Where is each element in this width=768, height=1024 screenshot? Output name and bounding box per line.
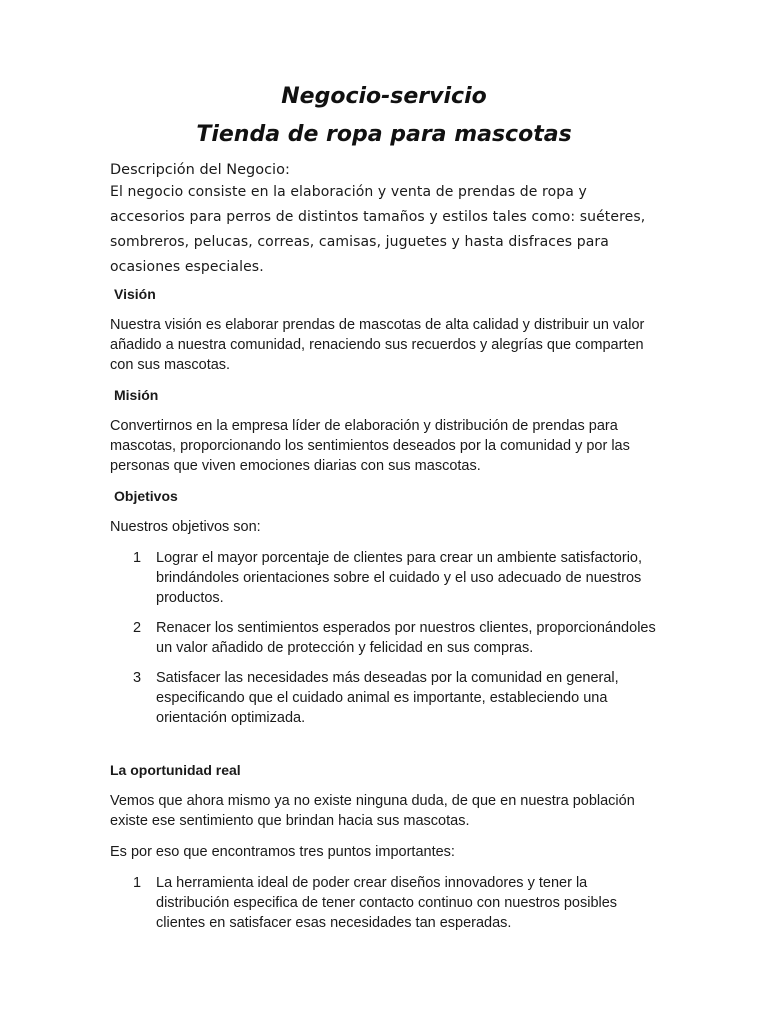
list-item-text: Renacer los sentimientos esperados por nuestros clientes, proporcionándoles un valor añadido de protección y felicidad en sus compras. (156, 620, 656, 656)
mision-heading: Misión (114, 387, 159, 403)
descripcion-text: El negocio consiste en la elaboración y venta de prendas de ropa y accesorios para perros de distintos tamaños y estilos tales como: suéteres, sombreros, pelucas, correas, camisas, juguetes y hasta disfraces para ocasiones especiales. (110, 184, 646, 275)
section-mision (110, 385, 658, 476)
document-title: Negocio-servicio (281, 84, 487, 109)
list-item-number: 1 (133, 550, 142, 566)
mision-text: Convertirnos en la empresa líder de elaboración y distribución de prendas para mascotas, proporcionando los sentimientos deseados por la comunidad y por las personas que viven emociones diarias con sus mascotas. (110, 418, 630, 474)
section-vision (110, 284, 658, 375)
list-item-text: Lograr el mayor porcentaje de clientes para crear un ambiente satisfactorio, brindándoles orientaciones sobre el cuidado y el uso adecuado de nuestros productos. (156, 550, 643, 606)
list-item-number: 2 (133, 620, 142, 636)
oportunidad-p2: Es por eso que encontramos tres puntos importantes: (110, 844, 455, 860)
objetivos-list (110, 548, 658, 728)
list-item-number: 1 (133, 875, 142, 891)
section-objetivos (110, 486, 658, 738)
objetivos-intro: Nuestros objetivos son: (110, 519, 261, 535)
vision-text: Nuestra visión es elaborar prendas de mascotas de alta calidad y distribuir un valor añadido a nuestra comunidad, renaciendo sus recuerdos y alegrías que comparten con sus mascotas. (110, 317, 645, 373)
vision-heading: Visión (114, 286, 156, 302)
oportunidad-heading: La oportunidad real (110, 762, 241, 778)
list-item-text: Satisfacer las necesidades más deseadas por la comunidad en general, especificando que el cuidado animal es importante, estableciendo una orientación optimizada. (156, 670, 619, 726)
list-item-number: 3 (133, 670, 142, 686)
objetivos-heading: Objetivos (114, 488, 178, 504)
list-item (110, 618, 658, 658)
oportunidad-list (110, 873, 658, 933)
oportunidad-p1: Vemos que ahora mismo ya no existe ninguna duda, de que en nuestra población existe ese sentimiento que brindan hacia sus mascotas. (110, 793, 635, 829)
document-subtitle: Tienda de ropa para mascotas (196, 122, 572, 147)
list-item (110, 873, 658, 933)
list-item-text: La herramienta ideal de poder crear diseños innovadores y tener la distribución especifica de tener contacto continuo con nuestros posibles clientes en satisfacer esas necesidades tan esperadas. (156, 875, 618, 931)
section-descripcion (110, 160, 650, 280)
descripcion-heading: Descripción del Negocio: (110, 162, 290, 178)
list-item (110, 668, 658, 728)
list-item (110, 548, 658, 608)
section-oportunidad (110, 760, 658, 943)
